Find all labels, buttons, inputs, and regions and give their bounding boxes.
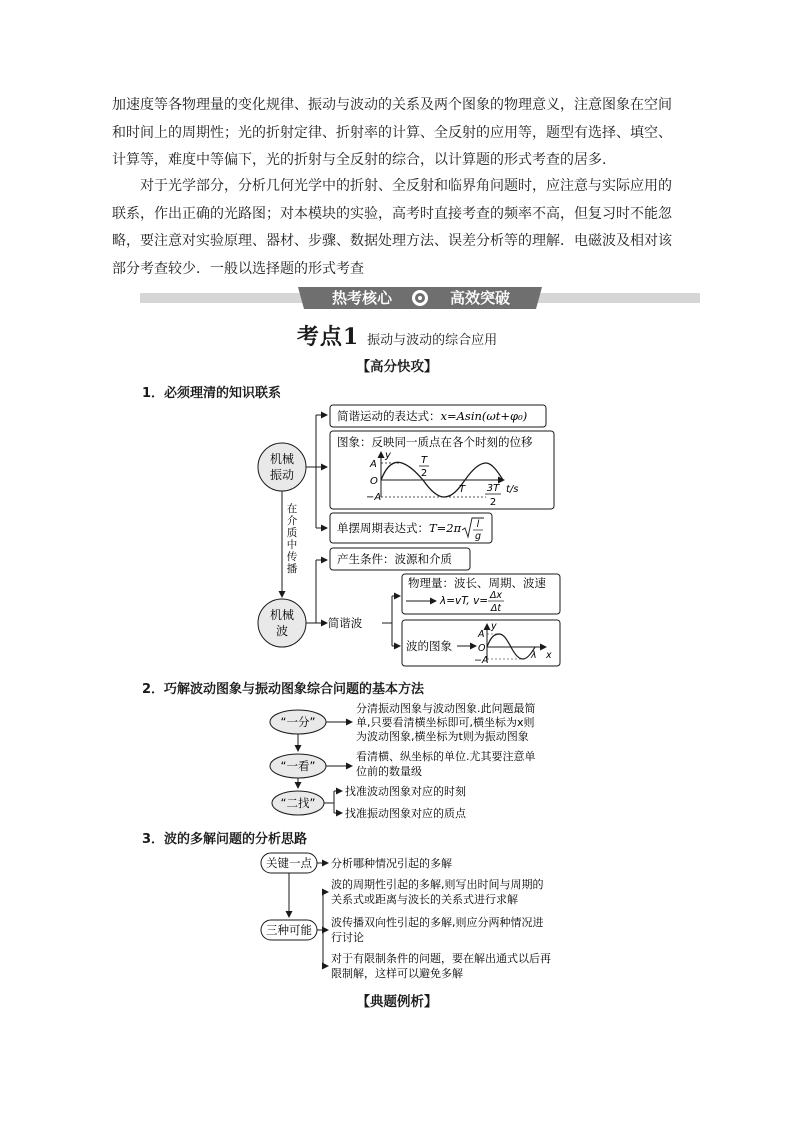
intro-paragraph-1: 加速度等各物理量的变化规律、振动与波动的关系及两个图象的物理意义，注意图象在空间和时间上的周期性；光的折射定律、折射率的计算、全反射的应用等，题型有选择、填空、计算等，难度中等偏下，光的折射与全反射的综合，以计算题的形式考查的居多. <box>112 97 672 168</box>
svg-text:A: A <box>370 459 377 470</box>
svg-text:Δt: Δt <box>490 603 502 614</box>
svg-text:λ: λ <box>531 650 537 661</box>
condition-text: 产生条件：波源和介质 <box>337 552 452 566</box>
node-jixie-zhendong-line1: 机械 <box>269 452 295 466</box>
node-sanzhong-label: 三种可能 <box>266 923 312 937</box>
svg-text:对于有限制条件的问题，要在解出通式以后再: 对于有限制条件的问题，要在解出通式以后再 <box>331 952 551 965</box>
svg-text:Δx: Δx <box>489 590 503 601</box>
possibility-2 <box>331 915 544 944</box>
guanjian-text: 分析哪种情况引起的多解 <box>331 857 452 870</box>
jianxie-bo-label: 简谐波 <box>327 616 363 630</box>
svg-text:y: y <box>491 621 497 632</box>
kaodian-label: 考点 <box>296 324 343 350</box>
svg-text:3T: 3T <box>486 483 500 494</box>
svg-text:限制解，这样可以避免多解: 限制解，这样可以避免多解 <box>331 967 463 980</box>
svg-text:介: 介 <box>286 515 298 527</box>
svg-text:O: O <box>370 476 378 487</box>
gaofen-heading: 【高分快攻】 <box>356 359 438 375</box>
kaodian-number: 1 <box>342 324 360 350</box>
node-jixie-zhendong-line2: 振动 <box>269 468 295 482</box>
svg-text:y: y <box>385 450 391 461</box>
formula-label: 简谐运动的表达式：x=Asin(ωt+φ₀) <box>337 409 528 423</box>
svg-text:−A: −A <box>366 492 382 503</box>
svg-text:关系式或距离与波长的关系式进行求解: 关系式或距离与波长的关系式进行求解 <box>331 893 518 906</box>
svg-text:t/s: t/s <box>506 484 519 495</box>
svg-text:播: 播 <box>286 563 298 575</box>
node-guanjian-label: 关键一点 <box>266 856 312 870</box>
svg-text:T: T <box>420 455 428 466</box>
svg-text:单摆周期表达式：T=2π: 单摆周期表达式：T=2π <box>337 521 462 535</box>
graph-title: 图象：反映同一质点在各个时刻的位移 <box>337 435 533 449</box>
physical-quantity-text: 物理量：波长、周期、波速 <box>408 576 546 590</box>
svg-text:A: A <box>478 629 485 640</box>
possibility-3 <box>331 951 551 980</box>
svg-text:O: O <box>478 643 486 654</box>
sec1-heading: 1．必须理清的知识联系 <box>142 386 282 401</box>
kaodian-topic: 振动与波动的综合应用 <box>367 333 498 348</box>
banner-right-text: 高效突破 <box>449 289 511 307</box>
svg-text:为波动图象,横坐标为t则为振动图象: 为波动图象,横坐标为t则为振动图象 <box>356 730 529 743</box>
svg-text:波的周期性引起的多解,则写出时间与周期的: 波的周期性引起的多解,则写出时间与周期的 <box>331 878 544 891</box>
possibility-1 <box>331 877 544 906</box>
svg-text:中: 中 <box>286 539 298 551</box>
sec3-heading: 3．波的多解问题的分析思路 <box>142 832 308 847</box>
svg-text:T: T <box>459 484 466 495</box>
node-yikan-label: “一看” <box>280 759 316 773</box>
svg-text:λ=vT, v=: λ=vT, v= <box>440 595 489 607</box>
banner-left-text: 热考核心 <box>331 289 393 307</box>
node-erzhao-label: “二找” <box>280 796 316 810</box>
svg-text:l: l <box>476 519 480 530</box>
svg-text:行讨论: 行讨论 <box>331 931 364 944</box>
svg-text:2: 2 <box>489 497 497 508</box>
svg-text:位前的数量级: 位前的数量级 <box>356 765 422 778</box>
node-jixie-bo-line2: 波 <box>275 624 289 638</box>
svg-text:看清横、纵坐标的单位.尤其要注意单: 看清横、纵坐标的单位.尤其要注意单 <box>356 750 536 763</box>
svg-text:在: 在 <box>286 503 298 515</box>
sec2-heading: 2．巧解波动图象与振动图象综合问题的基本方法 <box>142 682 425 697</box>
svg-text:分清振动图象与波动图象.此问题最简: 分清振动图象与波动图象.此问题最简 <box>356 702 536 715</box>
svg-text:单,只要看清横坐标即可,横坐标为x则: 单,只要看清横坐标即可,横坐标为x则 <box>356 716 535 729</box>
svg-text:波传播双向性引起的多解,则应分两种情况进: 波传播双向性引起的多解,则应分两种情况进 <box>331 916 544 929</box>
svg-text:−A: −A <box>474 655 489 666</box>
svg-text:g: g <box>474 531 482 542</box>
svg-text:质: 质 <box>286 527 298 539</box>
svg-text:传: 传 <box>286 551 298 563</box>
wave-graph-label: 波的图象 <box>406 639 452 653</box>
erzhao-text-2: 找准振动图象对应的质点 <box>345 807 466 820</box>
svg-text:x: x <box>546 650 552 661</box>
node-yifen-label: “一分” <box>280 715 316 729</box>
intro-paragraph-2: 对于光学部分，分析几何光学中的折射、全反射和临界角问题时，应注意与实际应用的联系，作出正确的光路图；对本模块的实验，高考时直接考查的频率不高，但复习时不能忽略，要注意对实验原理、器材、步骤、数据处理方法、误差分析等的理解．电磁波及相对该部分考查较少．一般以选择题的形式考查 <box>112 178 672 277</box>
erzhao-text-1: 找准波动图象对应的时刻 <box>345 785 466 798</box>
svg-text:2: 2 <box>420 468 428 479</box>
node-jixie-bo-line1: 机械 <box>269 608 295 622</box>
dianti-heading: 【典题例析】 <box>356 994 438 1010</box>
